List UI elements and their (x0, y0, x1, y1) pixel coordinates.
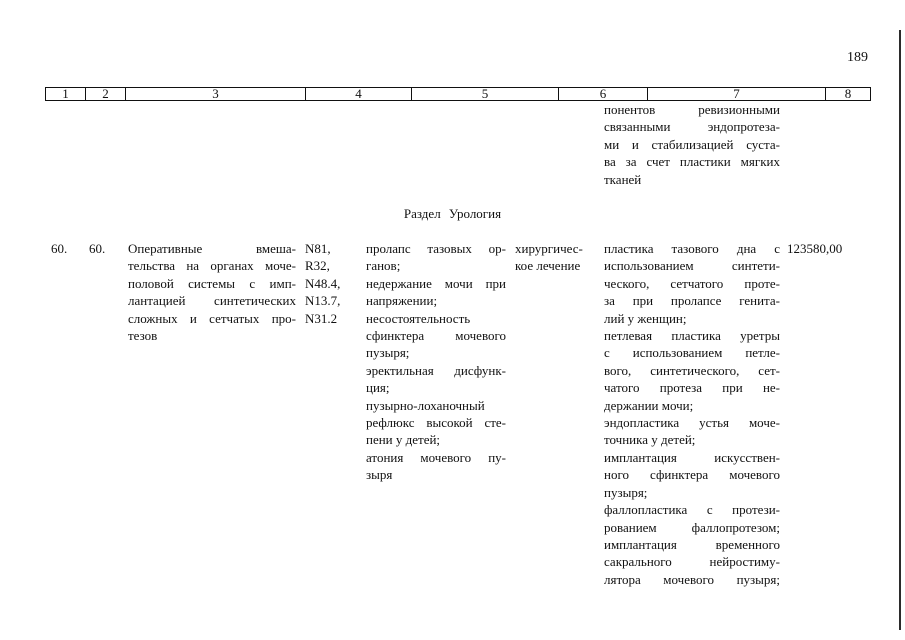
text-line: пузырно-лоханочный (366, 397, 485, 413)
text-line: половой системы с имп- (128, 275, 296, 291)
text-line: чатого протеза при не- (604, 380, 780, 396)
text-line: рефлюкс высокой сте- (366, 415, 506, 431)
text-line: ганов; (366, 258, 401, 274)
text-line: точника у детей; (604, 432, 696, 448)
row-col6 (515, 240, 597, 275)
text-line: тканей (604, 171, 642, 187)
text-line: имплантация искусствен- (604, 449, 780, 465)
text-line: пластика тазового дна с (604, 241, 780, 256)
text-line: тезов (128, 328, 158, 344)
text-line: пени у детей; (366, 432, 441, 448)
row-col4 (305, 240, 361, 327)
header-col-3: 3 (125, 88, 305, 100)
text-line: держании мочи; (604, 397, 694, 413)
text-line: сложных и сетчатых про- (128, 310, 296, 326)
text-line: зыря (366, 467, 393, 483)
text-line: имплантация временного (604, 536, 780, 552)
text-line: с использованием петле- (604, 345, 780, 361)
text-line: хирургичес- (515, 241, 583, 256)
text-line: несостоятельность (366, 310, 471, 326)
text-line: пузыря; (366, 345, 410, 361)
text-line: связанными эндопротеза- (604, 119, 780, 135)
header-col-5: 5 (411, 88, 558, 100)
row-col7 (604, 240, 780, 588)
text-line: пролапс тазовых ор- (366, 241, 506, 256)
section-title: Раздел Урология (403, 206, 502, 221)
text-line: лий у женщин; (604, 310, 687, 326)
text-line: N31.2 (305, 310, 338, 326)
header-col-7: 7 (647, 88, 825, 100)
text-line: лятора мочевого пузыря; (604, 571, 780, 587)
continuation-col7 (604, 101, 780, 188)
text-line: R32, (305, 258, 330, 274)
text-line: рованием фаллопротезом; (604, 519, 780, 535)
text-line: N81, (305, 241, 331, 256)
text-line: ческого, сетчатого проте- (604, 275, 780, 291)
text-line: ция; (366, 380, 390, 396)
text-line: N48.4, (305, 275, 341, 291)
text-line: недержание мочи при (366, 275, 506, 291)
page-number: 189 (847, 50, 868, 65)
row-col1: 60. (51, 241, 68, 256)
text-line: ного сфинктера мочевого (604, 467, 780, 483)
text-line: вого, синтетического, сет- (604, 362, 780, 378)
text-line: фаллопластика с протези- (604, 502, 780, 518)
text-line: сакрального нейростиму- (604, 554, 780, 570)
text-line: ва за счет пластики мягких (604, 154, 780, 170)
page-edge-line (899, 30, 901, 630)
text-line: использованием синтети- (604, 258, 780, 274)
row-col8-price: 123580,00 (787, 241, 843, 256)
text-line: кое лечение (515, 258, 581, 274)
row-col5 (366, 240, 506, 484)
text-line: атония мочевого пу- (366, 449, 506, 465)
row-col2: 60. (89, 241, 106, 256)
header-col-1: 1 (62, 86, 69, 101)
text-line: пузыря; (604, 484, 648, 500)
text-line: эректильная дисфунк- (366, 362, 506, 378)
text-line: понентов ревизионными (604, 102, 780, 117)
text-line: N13.7, (305, 293, 341, 309)
text-line: за при пролапсе генита- (604, 293, 780, 309)
text-line: Оперативные вмеша- (128, 241, 296, 256)
text-line: тельства на органах моче- (128, 258, 296, 274)
row-col3 (128, 240, 296, 344)
text-line: напряжении; (366, 293, 438, 309)
header-col-4: 4 (305, 88, 411, 100)
table-header-row (45, 87, 871, 101)
header-col-8: 8 (825, 88, 870, 100)
header-col-2: 2 (85, 88, 125, 100)
header-col-6: 6 (558, 88, 647, 100)
text-line: ми и стабилизацией суста- (604, 136, 780, 152)
text-line: петлевая пластика уретры (604, 328, 780, 344)
text-line: эндопластика устья моче- (604, 415, 780, 431)
text-line: лантацией синтетических (128, 293, 296, 309)
text-line: сфинктера мочевого (366, 328, 506, 344)
